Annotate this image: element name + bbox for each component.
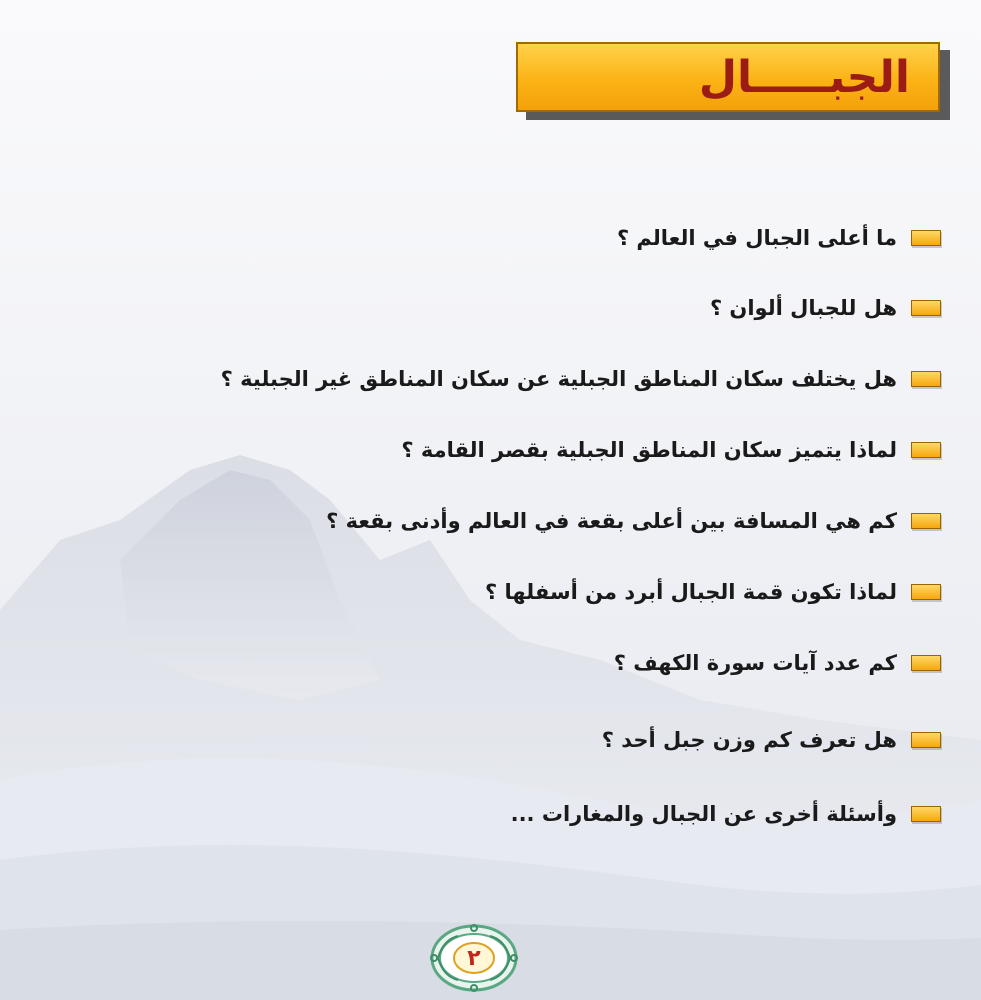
page-number-badge bbox=[428, 922, 520, 994]
bullet-icon bbox=[911, 371, 941, 387]
bullet-icon bbox=[911, 300, 941, 316]
list-item bbox=[617, 220, 941, 256]
question-text: وأسئلة أخرى عن الجبال والمغارات ... bbox=[510, 802, 897, 826]
page-title: الجبـــــال bbox=[698, 51, 910, 103]
bullet-icon bbox=[911, 230, 941, 246]
question-text: كم عدد آيات سورة الكهف ؟ bbox=[613, 651, 897, 675]
list-item bbox=[511, 796, 941, 832]
bullet-icon bbox=[911, 442, 941, 458]
list-item bbox=[710, 290, 941, 326]
question-text: كم هي المسافة بين أعلى بقعة في العالم وأدنى بقعة ؟ bbox=[326, 509, 897, 533]
bullet-icon bbox=[911, 732, 941, 748]
list-item bbox=[221, 361, 941, 397]
list-item bbox=[602, 722, 941, 758]
question-text: لماذا يتميز سكان المناطق الجبلية بقصر القامة ؟ bbox=[401, 438, 897, 462]
page-number: ٢ bbox=[467, 945, 481, 971]
list-item bbox=[401, 432, 941, 468]
question-text: ما أعلى الجبال في العالم ؟ bbox=[616, 226, 897, 250]
bullet-icon bbox=[911, 806, 941, 822]
question-text: هل يختلف سكان المناطق الجبلية عن سكان المناطق غير الجبلية ؟ bbox=[220, 367, 897, 391]
bullet-icon bbox=[911, 513, 941, 529]
bullet-icon bbox=[911, 584, 941, 600]
bullet-icon bbox=[911, 655, 941, 671]
list-item bbox=[614, 645, 941, 681]
question-text: هل للجبال ألوان ؟ bbox=[709, 296, 897, 320]
question-text: هل تعرف كم وزن جبل أحد ؟ bbox=[601, 728, 897, 752]
list-item bbox=[485, 574, 941, 610]
question-text: لماذا تكون قمة الجبال أبرد من أسفلها ؟ bbox=[485, 580, 897, 604]
list-item bbox=[326, 503, 941, 539]
